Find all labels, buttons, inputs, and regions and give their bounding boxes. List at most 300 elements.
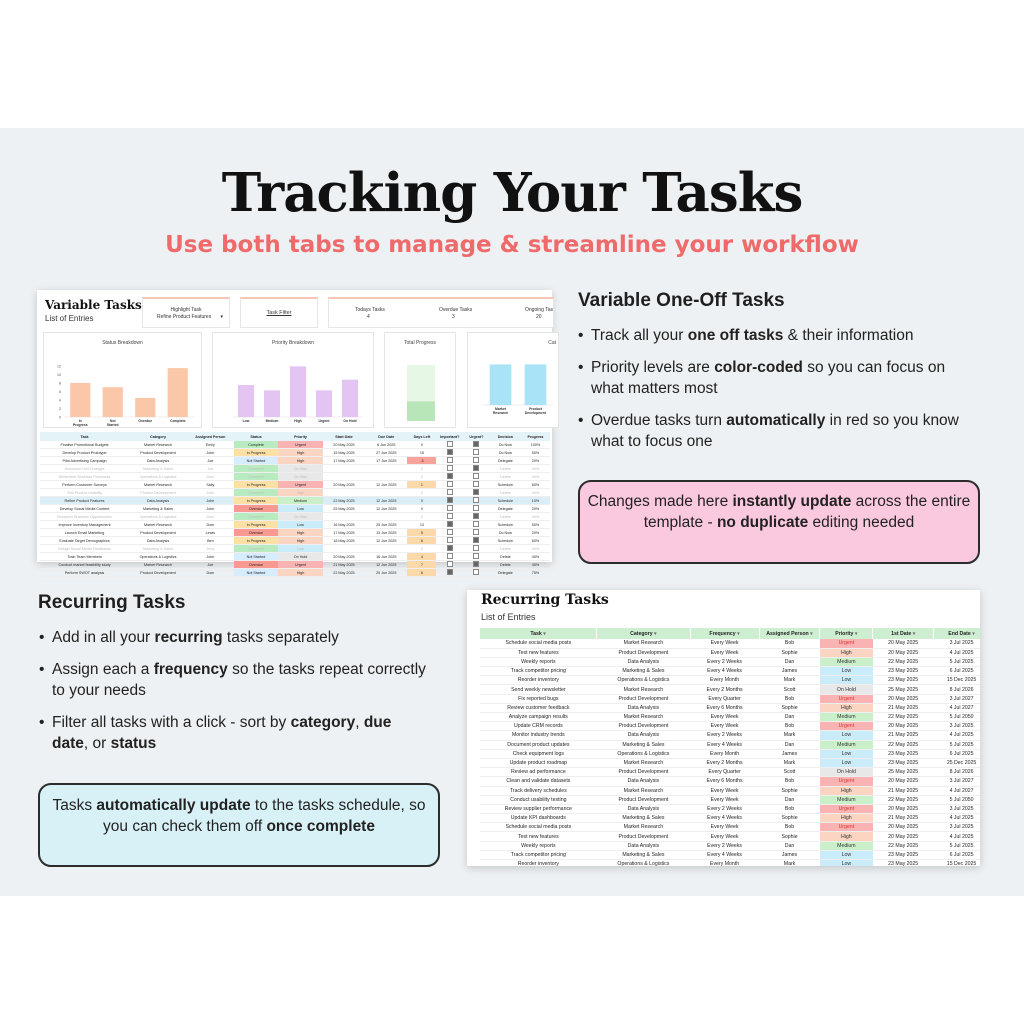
- table-row[interactable]: [480, 657, 980, 666]
- table-cell: Perform Customer Surveys: [40, 481, 129, 489]
- table-cell[interactable]: Sophie: [759, 703, 820, 712]
- table-row[interactable]: [480, 823, 980, 832]
- table-row[interactable]: [480, 703, 980, 712]
- table-row[interactable]: [40, 481, 550, 489]
- checkbox[interactable]: [447, 473, 453, 479]
- table-cell[interactable]: Product Development: [597, 795, 690, 804]
- table-row[interactable]: [480, 667, 980, 676]
- page-title: Tracking Your Tasks: [221, 162, 803, 224]
- table-cell[interactable]: High: [278, 449, 323, 457]
- table-row[interactable]: [40, 513, 550, 521]
- table-cell[interactable]: Medium: [820, 841, 873, 850]
- table-cell[interactable]: Bob: [759, 777, 820, 786]
- table-cell: 60%: [521, 481, 550, 489]
- table-cell[interactable]: Low: [820, 749, 873, 758]
- table-cell[interactable]: Urgent: [278, 441, 323, 449]
- checkbox[interactable]: [473, 473, 479, 479]
- column-header[interactable]: Start Date: [335, 434, 353, 439]
- table-cell[interactable]: [463, 561, 490, 569]
- checkbox[interactable]: [473, 561, 479, 567]
- table-cell[interactable]: Marketing & Sales: [597, 740, 690, 749]
- table-cell[interactable]: [463, 569, 490, 577]
- table-row[interactable]: [480, 758, 980, 767]
- table-cell[interactable]: Urgent: [820, 639, 873, 648]
- table-cell[interactable]: Every 6 Months: [690, 777, 759, 786]
- table-cell[interactable]: On Hold: [278, 465, 323, 473]
- checkbox[interactable]: [447, 497, 453, 503]
- table-cell[interactable]: Sophie: [759, 832, 820, 841]
- table-cell[interactable]: Overdue: [234, 529, 279, 537]
- table-row[interactable]: [40, 473, 550, 481]
- checkbox[interactable]: [473, 553, 479, 559]
- table-row[interactable]: [480, 777, 980, 786]
- table-cell: [365, 545, 407, 553]
- table-row[interactable]: [40, 529, 550, 537]
- table-cell[interactable]: Mark: [759, 758, 820, 767]
- checkbox[interactable]: [473, 441, 479, 447]
- bullet-text: Track all your: [591, 327, 688, 344]
- table-row[interactable]: [480, 740, 980, 749]
- table-cell[interactable]: High: [278, 569, 323, 577]
- table-cell[interactable]: Product Development: [597, 768, 690, 777]
- table-cell[interactable]: Data Analysis: [597, 731, 690, 740]
- table-cell[interactable]: On Hold: [278, 513, 323, 521]
- table-cell[interactable]: [436, 441, 463, 449]
- table-cell[interactable]: Bob: [759, 804, 820, 813]
- table-cell: Market Research: [129, 521, 187, 529]
- table-cell[interactable]: Mark: [759, 731, 820, 740]
- table-cell[interactable]: James: [759, 850, 820, 859]
- table-cell[interactable]: High: [278, 457, 323, 465]
- table-cell[interactable]: Product Development: [597, 694, 690, 703]
- table-cell[interactable]: Dan: [759, 657, 820, 666]
- priority-breakdown-chart: [212, 332, 374, 428]
- table-cell[interactable]: Dan: [759, 841, 820, 850]
- table-cell[interactable]: Every 4 Weeks: [690, 740, 759, 749]
- table-cell: 23 May 2025: [873, 749, 934, 758]
- table-cell[interactable]: High: [278, 529, 323, 537]
- table-cell: 18 May 2025: [323, 537, 365, 545]
- table-cell[interactable]: In Progress: [234, 481, 279, 489]
- table-cell[interactable]: Bob: [759, 694, 820, 703]
- table-row[interactable]: [40, 505, 550, 513]
- table-row[interactable]: [480, 685, 980, 694]
- table-cell[interactable]: Every Week: [690, 722, 759, 731]
- table-row[interactable]: [480, 804, 980, 813]
- table-cell[interactable]: James: [759, 667, 820, 676]
- column-header[interactable]: End Date ▾: [934, 628, 980, 639]
- table-cell[interactable]: Every 2 Weeks: [690, 804, 759, 813]
- table-cell[interactable]: Market Research: [597, 685, 690, 694]
- table-cell[interactable]: Every Week: [690, 786, 759, 795]
- bullet-dot-icon: •: [39, 661, 45, 678]
- table-cell[interactable]: Product Development: [597, 648, 690, 657]
- table-cell[interactable]: Every Month: [690, 860, 759, 867]
- table-cell[interactable]: Marketing & Sales: [597, 667, 690, 676]
- table-cell[interactable]: [463, 457, 490, 465]
- table-cell[interactable]: Complete: [234, 473, 279, 481]
- checkbox[interactable]: [473, 449, 479, 455]
- table-cell[interactable]: [463, 529, 490, 537]
- table-cell[interactable]: Every 4 Weeks: [690, 814, 759, 823]
- table-row[interactable]: [480, 786, 980, 795]
- column-header[interactable]: Priority: [294, 434, 307, 439]
- column-header[interactable]: Task ▾: [480, 628, 597, 639]
- checkbox[interactable]: [473, 489, 479, 495]
- checkbox[interactable]: [447, 441, 453, 447]
- task-filter-link[interactable]: Task Filter: [266, 310, 292, 316]
- table-cell[interactable]: Every Quarter: [690, 768, 759, 777]
- checkbox[interactable]: [447, 457, 453, 463]
- recurring-section-heading: Recurring Tasks: [38, 592, 186, 613]
- table-cell[interactable]: Scott: [759, 685, 820, 694]
- table-row[interactable]: [40, 569, 550, 577]
- table-cell[interactable]: Every 4 Weeks: [690, 667, 759, 676]
- table-cell[interactable]: Marketing & Sales: [597, 814, 690, 823]
- filter-icon[interactable]: ▾: [652, 630, 657, 637]
- table-cell[interactable]: Medium: [820, 657, 873, 666]
- table-cell[interactable]: Bob: [759, 823, 820, 832]
- filter-icon[interactable]: ▾: [911, 630, 916, 637]
- table-cell[interactable]: Low: [278, 505, 323, 513]
- table-cell[interactable]: On Hold: [278, 553, 323, 561]
- table-cell: 12 Jun 2025: [365, 481, 407, 489]
- table-row[interactable]: [480, 731, 980, 740]
- checkbox[interactable]: [447, 481, 453, 487]
- table-cell[interactable]: Urgent: [820, 804, 873, 813]
- table-cell[interactable]: Every Week: [690, 648, 759, 657]
- table-cell[interactable]: Data Analysis: [597, 657, 690, 666]
- table-cell[interactable]: Product Development: [597, 722, 690, 731]
- table-cell[interactable]: Sophie: [759, 648, 820, 657]
- checkbox[interactable]: [447, 449, 453, 455]
- table-cell[interactable]: [436, 521, 463, 529]
- table-cell[interactable]: In Progress: [234, 449, 279, 457]
- column-header[interactable]: 1st Date ▾: [873, 628, 934, 639]
- table-row[interactable]: [480, 768, 980, 777]
- filter-icon[interactable]: ▾: [541, 630, 546, 637]
- note-bold: once complete: [266, 818, 375, 835]
- checkbox[interactable]: [447, 569, 453, 575]
- table-cell[interactable]: [463, 545, 490, 553]
- table-row[interactable]: [480, 713, 980, 722]
- table-cell[interactable]: Operations & Logistics: [597, 749, 690, 758]
- table-row[interactable]: [480, 648, 980, 657]
- table-cell[interactable]: Medium: [820, 713, 873, 722]
- bullet-bold: frequency: [153, 661, 228, 678]
- checkbox[interactable]: [447, 545, 453, 551]
- table-cell[interactable]: Complete: [234, 489, 279, 497]
- table-cell: Announce Unit Changes: [40, 465, 129, 473]
- table-cell[interactable]: [436, 529, 463, 537]
- table-row[interactable]: [480, 749, 980, 758]
- table-cell[interactable]: [436, 537, 463, 545]
- column-header[interactable]: Important?: [440, 434, 460, 439]
- table-cell[interactable]: Medium: [278, 497, 323, 505]
- table-cell[interactable]: Every Week: [690, 639, 759, 648]
- table-cell[interactable]: Not Started: [234, 553, 279, 561]
- table-cell[interactable]: [463, 465, 490, 473]
- table-cell[interactable]: [436, 449, 463, 457]
- table-cell[interactable]: Every Week: [690, 795, 759, 804]
- filter-icon[interactable]: ▾: [853, 630, 858, 637]
- highlight-task-card[interactable]: [142, 297, 230, 328]
- table-cell: 12 Jun 2025: [365, 497, 407, 505]
- column-header[interactable]: Assigned Person ▾: [759, 628, 820, 639]
- table-cell[interactable]: Every 2 Weeks: [690, 731, 759, 740]
- table-cell[interactable]: Dan: [759, 740, 820, 749]
- table-cell[interactable]: Every Week: [690, 713, 759, 722]
- table-cell[interactable]: Every Month: [690, 676, 759, 685]
- table-cell[interactable]: [463, 449, 490, 457]
- checkbox[interactable]: [447, 505, 453, 511]
- table-row[interactable]: [480, 814, 980, 823]
- table-cell[interactable]: Every Quarter: [690, 694, 759, 703]
- checkbox[interactable]: [447, 465, 453, 471]
- checkbox[interactable]: [473, 505, 479, 511]
- table-cell[interactable]: Low: [820, 758, 873, 767]
- table-cell[interactable]: Complete: [234, 545, 279, 553]
- table-cell[interactable]: Not Started: [234, 569, 279, 577]
- table-cell[interactable]: Operations & Logistics: [597, 676, 690, 685]
- table-cell[interactable]: Urgent: [820, 823, 873, 832]
- table-cell[interactable]: Every 2 Months: [690, 685, 759, 694]
- table-cell[interactable]: Sophie: [759, 786, 820, 795]
- table-cell[interactable]: [436, 553, 463, 561]
- checkbox[interactable]: [447, 521, 453, 527]
- table-cell[interactable]: Every 2 Months: [690, 758, 759, 767]
- table-cell[interactable]: [463, 521, 490, 529]
- column-header[interactable]: Frequency ▾: [690, 628, 759, 639]
- table-row[interactable]: [480, 832, 980, 841]
- table-row[interactable]: [40, 545, 550, 553]
- table-cell[interactable]: Data Analysis: [597, 777, 690, 786]
- table-row[interactable]: [40, 449, 550, 457]
- checkbox[interactable]: [447, 529, 453, 535]
- table-row[interactable]: [480, 795, 980, 804]
- table-cell[interactable]: [463, 481, 490, 489]
- checkbox[interactable]: [447, 553, 453, 559]
- table-cell[interactable]: Every Month: [690, 749, 759, 758]
- table-cell: Conduct usability testing: [480, 795, 597, 804]
- checkbox[interactable]: [473, 497, 479, 503]
- checkbox[interactable]: [473, 481, 479, 487]
- table-cell[interactable]: Urgent: [278, 481, 323, 489]
- table-cell[interactable]: Urgent: [820, 722, 873, 731]
- bullet-bold: recurring: [154, 629, 223, 646]
- table-cell[interactable]: Market Research: [597, 823, 690, 832]
- table-cell[interactable]: High: [278, 537, 323, 545]
- table-row[interactable]: [480, 850, 980, 859]
- table-cell[interactable]: Every Week: [690, 823, 759, 832]
- table-row[interactable]: [40, 561, 550, 569]
- table-row[interactable]: [40, 489, 550, 497]
- table-cell[interactable]: [436, 457, 463, 465]
- table-cell[interactable]: Not Started: [234, 457, 279, 465]
- table-cell[interactable]: Dan: [759, 795, 820, 804]
- table-row[interactable]: [40, 553, 550, 561]
- column-header[interactable]: Days Left: [413, 434, 431, 439]
- column-header[interactable]: Urgent?: [469, 434, 484, 439]
- table-cell[interactable]: Data Analysis: [597, 804, 690, 813]
- table-cell[interactable]: [463, 553, 490, 561]
- table-row[interactable]: [480, 841, 980, 850]
- table-cell[interactable]: Low: [820, 860, 873, 867]
- table-cell[interactable]: Urgent: [820, 777, 873, 786]
- table-cell: 4 Jul 2025: [934, 832, 980, 841]
- table-cell[interactable]: High: [278, 489, 323, 497]
- table-cell[interactable]: Low: [820, 676, 873, 685]
- table-row[interactable]: [480, 639, 980, 648]
- table-cell[interactable]: [436, 489, 463, 497]
- table-cell[interactable]: Market Research: [597, 713, 690, 722]
- table-cell: [365, 513, 407, 521]
- table-cell[interactable]: High: [820, 814, 873, 823]
- table-cell[interactable]: Market Research: [597, 758, 690, 767]
- table-cell[interactable]: High: [820, 648, 873, 657]
- column-header[interactable]: Assigned Person: [195, 434, 226, 439]
- table-cell[interactable]: Medium: [820, 795, 873, 804]
- table-cell[interactable]: [436, 513, 463, 521]
- table-cell[interactable]: Market Research: [597, 639, 690, 648]
- table-row[interactable]: [40, 457, 550, 465]
- table-cell[interactable]: [463, 505, 490, 513]
- table-cell[interactable]: Marketing & Sales: [597, 850, 690, 859]
- table-cell[interactable]: On Hold: [820, 685, 873, 694]
- table-cell[interactable]: [436, 481, 463, 489]
- table-cell[interactable]: Low: [278, 545, 323, 553]
- table-cell[interactable]: [463, 441, 490, 449]
- table-cell[interactable]: Sophie: [759, 814, 820, 823]
- table-cell[interactable]: [436, 497, 463, 505]
- table-cell[interactable]: Every Week: [690, 832, 759, 841]
- table-row[interactable]: [480, 722, 980, 731]
- table-cell[interactable]: [436, 569, 463, 577]
- table-cell[interactable]: Market Research: [597, 786, 690, 795]
- table-cell[interactable]: Low: [278, 521, 323, 529]
- filter-icon[interactable]: ▾: [735, 630, 740, 637]
- table-cell[interactable]: Mark: [759, 676, 820, 685]
- table-cell[interactable]: Data Analysis: [597, 703, 690, 712]
- table-cell[interactable]: Every 6 Months: [690, 703, 759, 712]
- table-cell[interactable]: Complete: [234, 465, 279, 473]
- table-cell[interactable]: Operations & Logistics: [597, 860, 690, 867]
- checkbox[interactable]: [447, 489, 453, 495]
- table-cell[interactable]: On Hold: [820, 768, 873, 777]
- column-header[interactable]: Category: [150, 434, 167, 439]
- table-row[interactable]: [40, 537, 550, 545]
- table-cell[interactable]: On Hold: [278, 473, 323, 481]
- table-cell[interactable]: High: [820, 703, 873, 712]
- table-cell[interactable]: James: [759, 749, 820, 758]
- table-cell[interactable]: [463, 513, 490, 521]
- table-cell[interactable]: Low: [820, 850, 873, 859]
- table-row[interactable]: [480, 676, 980, 685]
- table-row[interactable]: [480, 694, 980, 703]
- table-cell[interactable]: Urgent: [820, 694, 873, 703]
- table-row[interactable]: [40, 497, 550, 505]
- table-cell[interactable]: Medium: [820, 740, 873, 749]
- table-cell: Do Now: [490, 441, 521, 449]
- table-row[interactable]: [40, 441, 550, 449]
- dropdown-arrow-icon: ▾: [220, 314, 223, 320]
- checkbox[interactable]: [473, 545, 479, 551]
- table-cell[interactable]: [436, 505, 463, 513]
- table-cell: Reorder inventory: [480, 676, 597, 685]
- table-cell[interactable]: Data Analysis: [597, 841, 690, 850]
- checkbox[interactable]: [473, 457, 479, 463]
- column-header[interactable]: Due Date: [378, 434, 395, 439]
- table-cell[interactable]: [463, 497, 490, 505]
- table-cell: 100%: [521, 441, 550, 449]
- table-cell[interactable]: [463, 473, 490, 481]
- table-cell[interactable]: Low: [820, 667, 873, 676]
- checkbox[interactable]: [473, 537, 479, 543]
- column-header[interactable]: Decision: [497, 434, 514, 439]
- checkbox[interactable]: [447, 537, 453, 543]
- table-cell[interactable]: Overdue: [234, 505, 279, 513]
- table-cell[interactable]: [436, 545, 463, 553]
- checkbox[interactable]: [447, 561, 453, 567]
- table-cell[interactable]: In Progress: [234, 537, 279, 545]
- table-cell[interactable]: Bob: [759, 722, 820, 731]
- table-cell[interactable]: Every 2 Weeks: [690, 841, 759, 850]
- table-cell[interactable]: Low: [820, 731, 873, 740]
- checkbox[interactable]: [473, 521, 479, 527]
- table-cell[interactable]: [436, 465, 463, 473]
- table-cell[interactable]: Every 4 Weeks: [690, 850, 759, 859]
- table-cell[interactable]: Mark: [759, 860, 820, 867]
- table-cell[interactable]: [436, 561, 463, 569]
- column-header[interactable]: Category ▾: [597, 628, 690, 639]
- table-cell[interactable]: In Progress: [234, 497, 279, 505]
- table-cell[interactable]: High: [820, 832, 873, 841]
- table-cell[interactable]: Dan: [759, 713, 820, 722]
- table-cell[interactable]: In Progress: [234, 521, 279, 529]
- checkbox[interactable]: [447, 513, 453, 519]
- table-cell[interactable]: [436, 473, 463, 481]
- column-header[interactable]: Task: [80, 434, 89, 439]
- table-cell[interactable]: Product Development: [597, 832, 690, 841]
- table-cell[interactable]: Urgent: [278, 561, 323, 569]
- table-cell[interactable]: High: [820, 786, 873, 795]
- checkbox[interactable]: [473, 569, 479, 575]
- column-header[interactable]: Status: [250, 434, 262, 439]
- table-cell[interactable]: [463, 489, 490, 497]
- table-cell[interactable]: Overdue: [234, 561, 279, 569]
- table-row[interactable]: [40, 465, 550, 473]
- task-filter-card[interactable]: [240, 297, 318, 328]
- checkbox[interactable]: [473, 513, 479, 519]
- table-cell[interactable]: Scott: [759, 768, 820, 777]
- table-row[interactable]: [40, 521, 550, 529]
- column-header[interactable]: Priority ▾: [820, 628, 873, 639]
- table-row[interactable]: [480, 860, 980, 867]
- table-cell[interactable]: Complete: [234, 441, 279, 449]
- table-cell: Monitor industry trends: [480, 731, 597, 740]
- table-cell[interactable]: Every 2 Weeks: [690, 657, 759, 666]
- filter-icon[interactable]: ▾: [970, 630, 975, 637]
- bullet-bold: one off tasks: [687, 327, 784, 344]
- table-cell[interactable]: [463, 537, 490, 545]
- table-cell[interactable]: Bob: [759, 639, 820, 648]
- column-header[interactable]: Progress: [527, 434, 544, 439]
- checkbox[interactable]: [473, 465, 479, 471]
- y-tick-label: 8: [59, 381, 61, 386]
- table-cell[interactable]: Complete: [234, 513, 279, 521]
- filter-icon[interactable]: ▾: [808, 630, 813, 637]
- checkbox[interactable]: [473, 529, 479, 535]
